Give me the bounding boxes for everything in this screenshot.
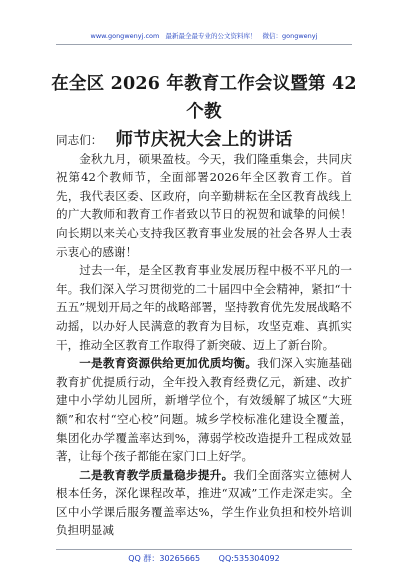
qq-contact: QQ:535304092 (218, 554, 280, 563)
paragraph-4-text: 我们全面落实立德树人根本任务，深化课程改革，推进“双减”工作走深走实。全区中小学课后服务覆盖率达%，学生作业负担和校外培训负担明显减 (56, 467, 352, 538)
wechat-id: 微信：gongwenyj (262, 32, 318, 40)
title-line-2: 师节庆祝大会上的讲话 (115, 130, 293, 150)
site-url[interactable]: www.gongwenyj.com (90, 32, 160, 40)
qq-group: QQ 群：30265665 (128, 554, 201, 563)
paragraph-4-heading: 二是教育教学质量稳步提升。 (79, 467, 234, 482)
paragraph-1: 金秋九月，硕果盈枝。今天，我们隆重集会，共同庆祝第42个教师节，全面部署2026年全区教育工作。首先，我代表区委、区政府，向辛勤耕耘在全区教育战线上的广大教师和教育工作者致以节日的祝贺和诚挚的问候！向长期以来关心支持我区教育事业发展的社会各界人士表示衷心的感谢！ (56, 151, 352, 259)
paragraph-3-heading: 一是教育资源供给更加优质均衡。 (79, 356, 258, 371)
paragraph-3 (56, 354, 352, 466)
document-body (56, 131, 352, 540)
paragraph-4 (56, 466, 352, 540)
paragraph-2: 过去一年，是全区教育事业发展历程中极不平凡的一年。我们深入学习贯彻党的二十届四中全会精神，紧扣“十五五”规划开局之年的战略部署，坚持教育优先发展战略不动摇，以办好人民满意的教育为目标，攻坚克难、真抓实干，推动全区教育工作取得了新突破、迈上了新台阶。 (56, 263, 352, 352)
page-footer (56, 549, 352, 564)
paragraph-3-text: 我们深入实施基础教育扩优提质行动，全年投入教育经费亿元，新建、改扩建中小学幼儿园所，新增学位个，有效缓解了城区“大班额”和农村“空心校”问题。城乡学校标准化建设全覆盖，集团化办学覆盖率达到%，薄弱学校改造提升工程成效显著，让每个孩子都能在家门口上好学。 (56, 356, 352, 464)
page-header (56, 31, 352, 45)
site-slogan: 最新最全最专业的公文资料库！ (165, 32, 257, 40)
title-line-1: 在全区 2026 年教育工作会议暨第 42 个教 (51, 74, 357, 122)
salutation: 同志们： (56, 133, 103, 147)
